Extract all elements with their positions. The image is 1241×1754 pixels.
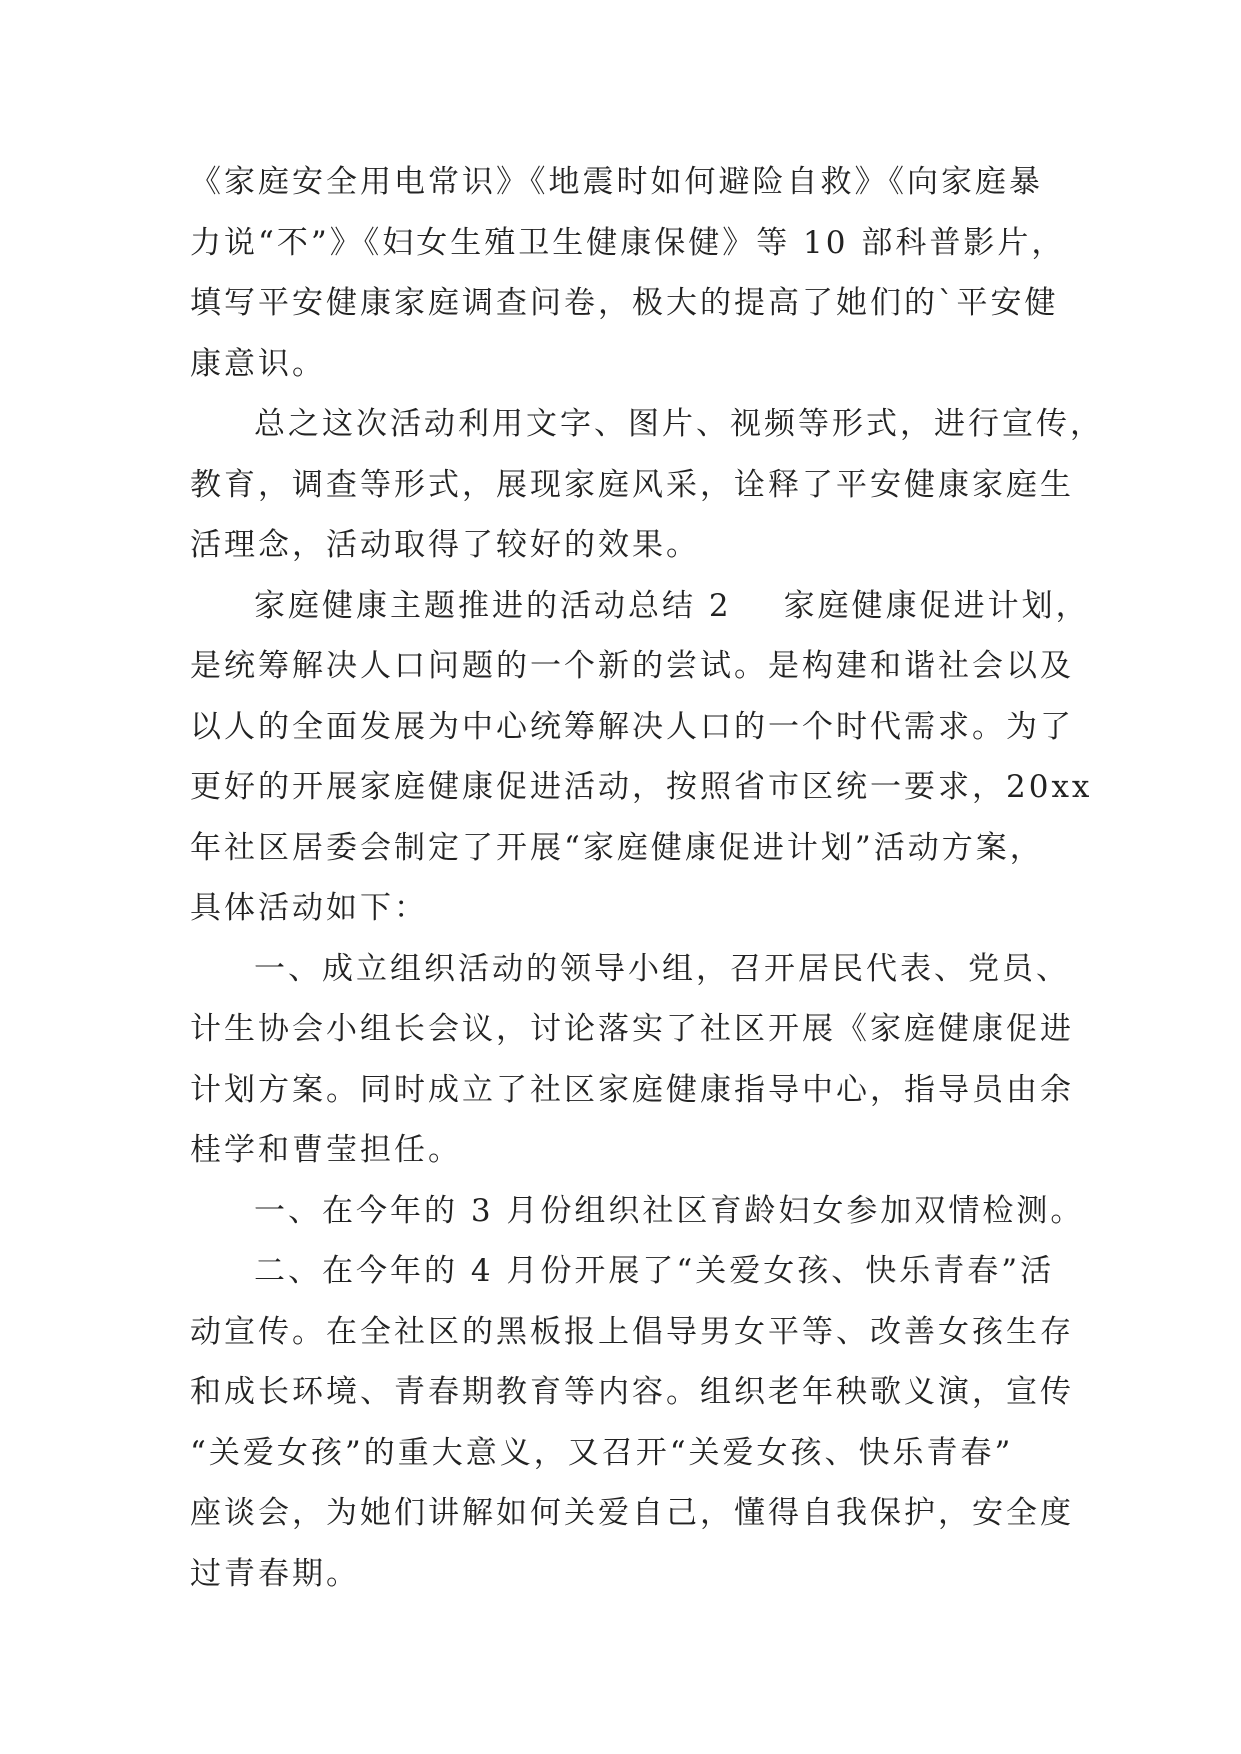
text-line: 座谈会，为她们讲解如何关爱自己，懂得自我保护，安全度	[190, 1495, 1074, 1531]
text-line: 和成长环境、青春期教育等内容。组织老年秧歌义演，宣传	[190, 1374, 1074, 1410]
text-line: 年社区居委会制定了开展“家庭健康促进计划”活动方案，	[190, 829, 1044, 866]
text-line: 《家庭安全用电常识》《地震时如何避险自救》《向家庭暴	[190, 164, 1043, 200]
heading-line	[190, 576, 1090, 637]
text-line: 一、在今年的 3 月份组织社区育龄妇女参加双情检测。	[254, 1192, 1085, 1229]
text-line: 以人的全面发展为中心统筹解决人口的一个时代需求。为了	[190, 708, 1074, 745]
paragraph-6	[190, 1241, 1074, 1604]
text-line: 动宣传。在全社区的黑板报上倡导男女平等、改善女孩生存	[190, 1313, 1074, 1350]
text-line: 填写平安健康家庭调查问卷，极大的提高了她们的`平安健	[190, 285, 1059, 321]
text-line: 二、在今年的 4 月份开展了“关爱女孩、快乐青春”活	[254, 1253, 1055, 1289]
document-body	[190, 152, 1104, 1604]
paragraph-5	[190, 1181, 1085, 1242]
paragraph-3	[190, 576, 1093, 939]
text-line: 活理念，活动取得了较好的效果。	[190, 527, 700, 563]
text-line: 总之这次活动利用文字、图片、视频等形式，进行宣传，	[254, 406, 1104, 442]
text-line: 桂学和曹莹担任。	[190, 1132, 462, 1168]
text-line: 是统筹解决人口问题的一个新的尝试。是构建和谐社会以及	[190, 648, 1074, 684]
text-line: 康意识。	[190, 345, 326, 382]
text-line: 计生协会小组长会议，讨论落实了社区开展《家庭健康促进	[190, 1011, 1074, 1047]
text-line: 力说“不”》《妇女生殖卫生健康保健》等 10 部科普影片，	[190, 224, 1066, 261]
text-line: 计划方案。同时成立了社区家庭健康指导中心，指导员由余	[190, 1071, 1074, 1108]
text-line: “关爱女孩”的重大意义，又召开“关爱女孩、快乐青春”	[190, 1434, 1014, 1471]
paragraph-1	[190, 152, 1066, 394]
heading-tail-text: 家庭健康促进计划，	[783, 587, 1090, 624]
section-heading: 家庭健康主题推进的活动总结 2	[254, 587, 732, 624]
paragraph-4	[190, 939, 1074, 1181]
text-line: 一、成立组织活动的领导小组，召开居民代表、党员、	[254, 950, 1070, 987]
text-line: 更好的开展家庭健康促进活动，按照省市区统一要求，20xx	[190, 769, 1093, 805]
text-line: 教育，调查等形式，展现家庭风采，诠释了平安健康家庭生	[190, 466, 1074, 503]
text-line: 具体活动如下：	[190, 890, 428, 926]
text-line: 过青春期。	[190, 1555, 360, 1592]
paragraph-2	[190, 394, 1104, 576]
